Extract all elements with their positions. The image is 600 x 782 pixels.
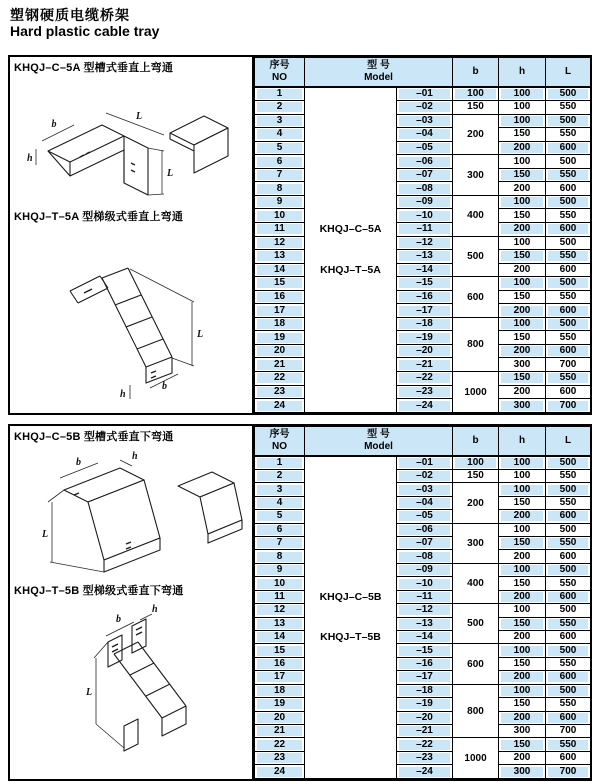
label-ladder-up-bend: KHQJ–T–5A 型梯级式垂直上弯通 (14, 211, 184, 223)
dim-h: 300 (499, 765, 546, 779)
row-no: 4 (255, 128, 305, 142)
row-no: 7 (255, 168, 305, 182)
dim-h: 100 (499, 456, 546, 470)
model-name-ladder: KHQJ–T–5A (320, 263, 381, 276)
model-suffix: –23 (397, 751, 453, 764)
model-suffix: –21 (397, 724, 453, 737)
dim-l: 550 (546, 372, 591, 386)
dim-l: 500 (546, 523, 591, 536)
dim-h: 200 (499, 304, 546, 318)
row-no: 23 (255, 751, 305, 764)
dim-h: 100 (499, 87, 546, 101)
dim-b-group: 500 (453, 236, 499, 277)
dim-label-l-top: L (136, 111, 143, 122)
model-suffix: –24 (397, 765, 453, 779)
label-channel-up-bend: KHQJ–C–5A 型槽式垂直上弯通 (14, 62, 174, 74)
row-no: 23 (255, 385, 305, 399)
dim-h: 150 (499, 496, 546, 509)
dim-l: 550 (546, 738, 591, 751)
row-no: 5 (255, 510, 305, 523)
dim-h: 150 (499, 372, 546, 386)
dim-b-group: 600 (453, 644, 499, 684)
model-suffix: –03 (397, 483, 453, 496)
model-suffix: –19 (397, 331, 453, 345)
col-header-no: 序号 NO (255, 58, 305, 87)
row-no: 22 (255, 738, 305, 751)
dim-b-group: 400 (453, 563, 499, 603)
dim-l: 600 (546, 631, 591, 644)
dim-b-group: 200 (453, 483, 499, 523)
dim-l: 700 (546, 399, 591, 413)
label-ladder-down-bend: KHQJ–T–5B 型梯级式垂直下弯通 (14, 585, 184, 597)
dim-label-h: h (152, 604, 158, 615)
model-suffix: –05 (397, 510, 453, 523)
dim-l: 600 (546, 344, 591, 358)
row-no: 11 (255, 590, 305, 603)
row-no: 15 (255, 277, 305, 291)
dim-l: 550 (546, 577, 591, 590)
cover-piece (170, 116, 228, 173)
model-suffix: –10 (397, 577, 453, 590)
dim-h: 200 (499, 711, 546, 724)
dim-label-l: L (197, 329, 204, 340)
dim-l: 700 (546, 358, 591, 372)
dim-h: 200 (499, 510, 546, 523)
dim-l: 500 (546, 195, 591, 209)
dim-l: 550 (546, 168, 591, 182)
spec-table-5a (254, 57, 591, 413)
model-suffix: –13 (397, 617, 453, 630)
dim-h: 150 (499, 331, 546, 345)
model-suffix: –19 (397, 698, 453, 711)
dim-l: 600 (546, 304, 591, 318)
row-no: 12 (255, 604, 305, 617)
dim-label-b: b (162, 381, 167, 392)
dim-h: 300 (499, 399, 546, 413)
dim-l: 500 (546, 644, 591, 657)
dim-l: 600 (546, 385, 591, 399)
row-no: 12 (255, 236, 305, 250)
model-name-channel: KHQJ–C–5A (319, 223, 382, 236)
row-no: 4 (255, 496, 305, 509)
model-suffix: –23 (397, 385, 453, 399)
row-no: 3 (255, 114, 305, 128)
row-no: 24 (255, 765, 305, 779)
model-suffix: –06 (397, 523, 453, 536)
page-title-en: Hard plastic cable tray (10, 23, 160, 39)
row-no: 14 (255, 263, 305, 277)
row-no: 13 (255, 250, 305, 264)
dim-h: 100 (499, 563, 546, 576)
model-suffix: –17 (397, 671, 453, 684)
dim-h: 150 (499, 168, 546, 182)
model-suffix: –24 (397, 399, 453, 413)
channel-down-bend-drawing (12, 450, 250, 580)
dim-h: 200 (499, 385, 546, 399)
dim-l: 550 (546, 101, 591, 115)
model-suffix: –04 (397, 496, 453, 509)
row-no: 11 (255, 223, 305, 237)
slot-marks (151, 371, 156, 378)
col-header-no: 序号 NO (255, 427, 305, 456)
dim-l: 700 (546, 724, 591, 737)
dim-l: 600 (546, 141, 591, 155)
dim-l: 600 (546, 590, 591, 603)
dim-l: 550 (546, 128, 591, 142)
dim-l: 500 (546, 114, 591, 128)
spec-table-5b (254, 426, 591, 779)
col-header-l: L (546, 427, 591, 456)
row-no: 15 (255, 644, 305, 657)
model-suffix: –10 (397, 209, 453, 223)
dim-h: 100 (499, 236, 546, 250)
row-no: 3 (255, 483, 305, 496)
dim-l: 500 (546, 236, 591, 250)
dim-b: 100 (453, 456, 499, 470)
model-name-ladder: KHQJ–T–5B (320, 631, 381, 644)
model-suffix: –22 (397, 738, 453, 751)
row-no: 1 (255, 87, 305, 101)
dim-l: 550 (546, 331, 591, 345)
dim-l: 500 (546, 563, 591, 576)
dim-h: 150 (499, 290, 546, 304)
dim-h: 100 (499, 195, 546, 209)
row-no: 6 (255, 155, 305, 169)
dim-l: 550 (546, 290, 591, 304)
dim-b-group: 800 (453, 317, 499, 371)
section-khqj-5b (8, 424, 592, 781)
dim-h: 100 (499, 155, 546, 169)
dim-l: 550 (546, 537, 591, 550)
col-header-b: b (453, 427, 499, 456)
model-suffix: –08 (397, 182, 453, 196)
model-suffix: –02 (397, 101, 453, 115)
model-suffix: –18 (397, 684, 453, 697)
model-suffix: –17 (397, 304, 453, 318)
model-suffix: –06 (397, 155, 453, 169)
dim-h: 100 (499, 684, 546, 697)
dim-label-h: h (132, 451, 138, 462)
model-suffix: –03 (397, 114, 453, 128)
ladder-up-bend-drawing (12, 225, 250, 407)
dim-l: 500 (546, 604, 591, 617)
row-no: 17 (255, 671, 305, 684)
dim-b-group: 200 (453, 114, 499, 155)
row-no: 16 (255, 290, 305, 304)
row-no: 18 (255, 684, 305, 697)
dim-b-group: 300 (453, 523, 499, 563)
row-no: 21 (255, 724, 305, 737)
row-no: 14 (255, 631, 305, 644)
model-suffix: –11 (397, 590, 453, 603)
dim-h: 100 (499, 114, 546, 128)
row-no: 17 (255, 304, 305, 318)
model-suffix: –08 (397, 550, 453, 563)
row-no: 2 (255, 469, 305, 482)
dim-h: 100 (499, 604, 546, 617)
table-row (255, 456, 591, 470)
row-no: 19 (255, 331, 305, 345)
model-suffix: –22 (397, 372, 453, 386)
drawing-panel-5b (10, 426, 254, 779)
row-no: 9 (255, 563, 305, 576)
dim-h: 100 (499, 644, 546, 657)
dim-h: 300 (499, 724, 546, 737)
dim-l: 700 (546, 765, 591, 779)
row-no: 20 (255, 344, 305, 358)
dim-label-b: b (116, 614, 121, 625)
dim-label-l-right: L (167, 168, 174, 179)
dim-l: 550 (546, 209, 591, 223)
dim-l: 550 (546, 617, 591, 630)
dim-h: 200 (499, 263, 546, 277)
spec-table-5b-wrap (254, 426, 591, 779)
dim-b-group: 500 (453, 604, 499, 644)
dim-h: 150 (499, 577, 546, 590)
row-no: 9 (255, 195, 305, 209)
row-no: 24 (255, 399, 305, 413)
dim-h: 200 (499, 671, 546, 684)
row-no: 5 (255, 141, 305, 155)
dim-b-group: 1000 (453, 372, 499, 413)
dim-b: 150 (453, 101, 499, 115)
dim-h: 150 (499, 128, 546, 142)
model-suffix: –14 (397, 263, 453, 277)
col-header-model: 型 号 Model (305, 427, 453, 456)
dim-h: 150 (499, 250, 546, 264)
dim-l: 600 (546, 711, 591, 724)
dim-h: 150 (499, 617, 546, 630)
dim-l: 550 (546, 496, 591, 509)
table-row (255, 87, 591, 101)
dim-l: 600 (546, 182, 591, 196)
row-no: 13 (255, 617, 305, 630)
dim-l: 600 (546, 550, 591, 563)
row-no: 19 (255, 698, 305, 711)
dim-label-b: b (51, 119, 57, 130)
model-name-channel: KHQJ–C–5B (319, 590, 382, 603)
row-no: 10 (255, 209, 305, 223)
dim-h: 150 (499, 209, 546, 223)
model-suffix: –07 (397, 537, 453, 550)
dim-label-l: L (86, 687, 93, 698)
dim-h: 200 (499, 751, 546, 764)
ladder-down-bend-drawing (12, 602, 250, 774)
dim-h: 200 (499, 550, 546, 563)
dim-l: 500 (546, 317, 591, 331)
dim-l: 500 (546, 483, 591, 496)
col-header-h: h (499, 58, 546, 87)
col-header-l: L (546, 58, 591, 87)
model-suffix: –15 (397, 644, 453, 657)
dim-h: 100 (499, 277, 546, 291)
dim-l: 550 (546, 657, 591, 670)
dim-b: 100 (453, 87, 499, 101)
model-suffix: –14 (397, 631, 453, 644)
model-suffix: –16 (397, 657, 453, 670)
dim-b-group: 300 (453, 155, 499, 196)
model-name-cell (305, 87, 397, 413)
dim-h: 100 (499, 469, 546, 482)
dim-b-group: 800 (453, 684, 499, 738)
model-suffix: –07 (397, 168, 453, 182)
row-no: 10 (255, 577, 305, 590)
model-suffix: –01 (397, 87, 453, 101)
dim-h: 150 (499, 537, 546, 550)
dim-l: 550 (546, 698, 591, 711)
model-suffix: –12 (397, 236, 453, 250)
dim-label-l: L (42, 529, 49, 540)
dim-b-group: 400 (453, 195, 499, 236)
channel-up-bend-drawing (12, 77, 250, 205)
dim-l: 500 (546, 277, 591, 291)
model-suffix: –05 (397, 141, 453, 155)
model-suffix: –02 (397, 469, 453, 482)
col-header-model: 型 号 Model (305, 58, 453, 87)
cover-piece (178, 472, 242, 543)
dim-h: 150 (499, 657, 546, 670)
dim-l: 500 (546, 155, 591, 169)
row-no: 22 (255, 372, 305, 386)
dim-l: 600 (546, 223, 591, 237)
dim-b-group: 600 (453, 277, 499, 318)
row-no: 7 (255, 537, 305, 550)
dim-label-b: b (76, 457, 81, 468)
model-suffix: –20 (397, 344, 453, 358)
model-suffix: –09 (397, 563, 453, 576)
dim-l: 500 (546, 456, 591, 470)
model-suffix: –04 (397, 128, 453, 142)
col-header-b: b (453, 58, 499, 87)
dim-l: 600 (546, 751, 591, 764)
model-suffix: –01 (397, 456, 453, 470)
drawing-panel-5a (10, 57, 254, 413)
dim-label-h: h (120, 389, 126, 400)
dim-h: 200 (499, 631, 546, 644)
dim-l: 500 (546, 87, 591, 101)
header-row (255, 58, 591, 87)
dim-b-group: 1000 (453, 738, 499, 779)
row-no: 18 (255, 317, 305, 331)
dim-h: 100 (499, 101, 546, 115)
dim-l: 600 (546, 510, 591, 523)
dim-h: 200 (499, 141, 546, 155)
row-no: 6 (255, 523, 305, 536)
model-name-cell (305, 456, 397, 779)
header-row (255, 427, 591, 456)
dim-l: 600 (546, 263, 591, 277)
model-suffix: –12 (397, 604, 453, 617)
model-suffix: –18 (397, 317, 453, 331)
page-title-zh: 塑钢硬质电缆桥架 (10, 7, 130, 23)
model-suffix: –11 (397, 223, 453, 237)
dim-b: 150 (453, 469, 499, 482)
dim-h: 200 (499, 223, 546, 237)
dim-l: 550 (546, 250, 591, 264)
dim-h: 150 (499, 698, 546, 711)
dim-h: 200 (499, 590, 546, 603)
model-suffix: –09 (397, 195, 453, 209)
dim-h: 200 (499, 344, 546, 358)
dim-l: 550 (546, 469, 591, 482)
dim-label-h: h (27, 153, 33, 164)
label-channel-down-bend: KHQJ–C–5B 型槽式垂直下弯通 (14, 431, 174, 443)
row-no: 8 (255, 550, 305, 563)
dim-h: 100 (499, 483, 546, 496)
model-suffix: –21 (397, 358, 453, 372)
row-no: 20 (255, 711, 305, 724)
row-no: 21 (255, 358, 305, 372)
model-suffix: –15 (397, 277, 453, 291)
model-suffix: –13 (397, 250, 453, 264)
dim-h: 300 (499, 358, 546, 372)
model-suffix: –20 (397, 711, 453, 724)
dim-l: 500 (546, 684, 591, 697)
section-khqj-5a (8, 55, 592, 415)
dim-h: 200 (499, 182, 546, 196)
spec-table-5a-wrap (254, 57, 591, 413)
dim-h: 150 (499, 738, 546, 751)
row-no: 8 (255, 182, 305, 196)
dim-h: 100 (499, 317, 546, 331)
row-no: 2 (255, 101, 305, 115)
dim-l: 600 (546, 671, 591, 684)
col-header-h: h (499, 427, 546, 456)
row-no: 1 (255, 456, 305, 470)
row-no: 16 (255, 657, 305, 670)
dim-h: 100 (499, 523, 546, 536)
model-suffix: –16 (397, 290, 453, 304)
